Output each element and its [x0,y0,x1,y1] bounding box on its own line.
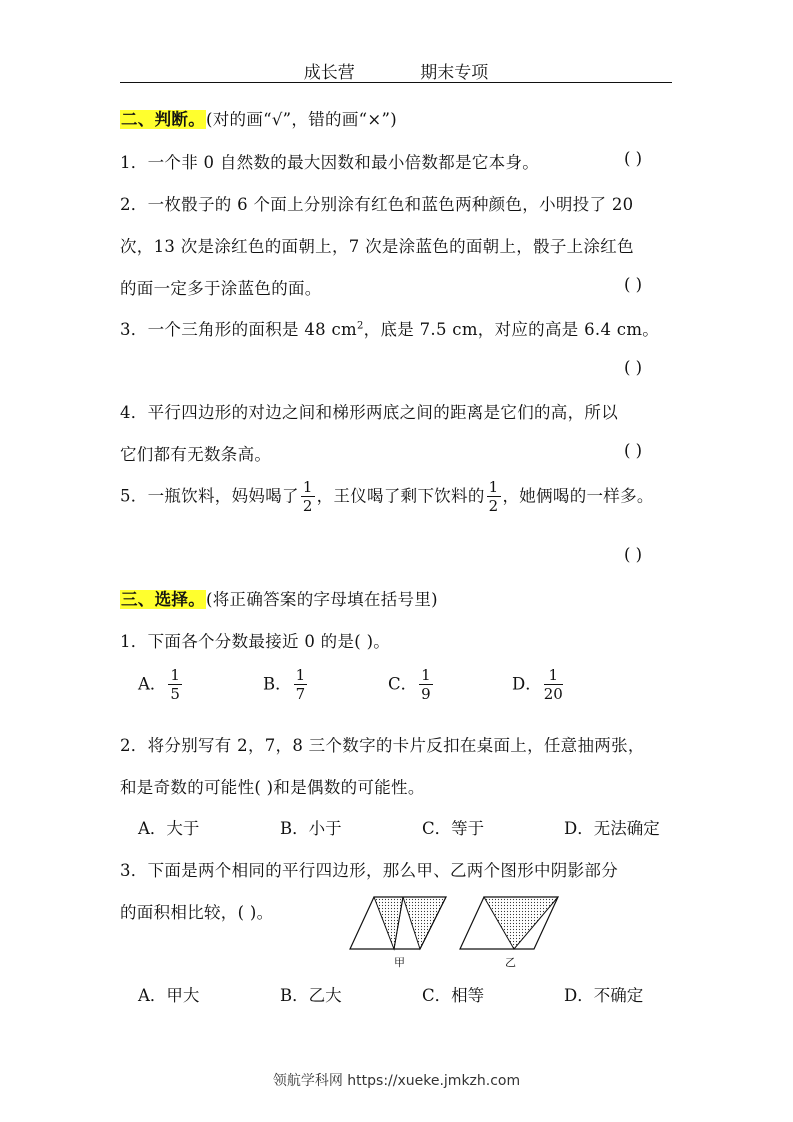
fraction-half [301,480,315,514]
s3-q2-option-c[interactable]: C．等于 [422,819,485,838]
section2-heading [120,106,397,130]
frac-num: 1 [544,668,563,685]
frac-num: 1 [421,666,431,684]
option-label: C． [388,674,418,694]
s2-q2-line1: 2．一枚骰子的 6 个面上分别涂有红色和蓝色两种颜色，小明投了 20 [120,195,634,214]
header-right: 期末专项 [420,63,489,83]
s2-q3-answer-paren[interactable]: ( ) [624,358,643,377]
page-header [120,58,672,83]
frac-num: 1 [302,478,313,496]
s2-q2-line3: 的面一定多于涂蓝色的面。 [120,279,322,298]
s3-q3-option-c[interactable]: C．相等 [422,986,485,1005]
page-footer: 领航学科网 https://xueke.jmkzh.com [272,1073,521,1089]
s2-q4-answer-paren[interactable]: ( ) [624,441,643,460]
s2-q5-answer-paren[interactable]: ( ) [624,545,643,564]
frac-den: 7 [295,685,306,703]
s2-q5-text-b: ，王仪喝了剩下饮料的 [316,486,485,506]
option-label: B． [263,674,292,694]
option-fraction [168,668,182,702]
s2-q5 [120,480,654,514]
header-left: 成长营 [303,63,355,83]
s2-q2-answer-paren[interactable]: ( ) [624,275,643,294]
s3-q1-option-d[interactable] [512,668,565,702]
frac-den: 2 [302,497,313,515]
option-label: D． [512,674,542,694]
s2-q1: 1．一个非 0 自然数的最大因数和最小倍数都是它本身。 [120,153,540,172]
s2-q4-line2: 它们都有无数条高。 [120,445,272,464]
s3-q2-line1: 2．将分别写有 2，7，8 三个数字的卡片反扣在桌面上，任意抽两张， [120,736,645,755]
frac-den: 2 [488,497,499,515]
fraction-half [487,480,501,514]
section3-title: 三、选择。 [121,590,205,609]
s3-q1-option-b[interactable] [263,668,309,702]
section3-note: (将正确答案的字母填在括号里) [206,590,438,609]
option-label: A． [138,674,167,694]
s2-q4-line1: 4．平行四边形的对边之间和梯形两底之间的距离是它们的高，所以 [120,403,618,422]
parallelogram-figure-yi [458,895,560,951]
section2-note: (对的画“√”，错的画“×”) [206,110,397,129]
option-fraction [294,668,308,702]
s2-q3-text-a: 3．一个三角形的面积是 48 cm [120,320,357,339]
s3-q1: 1．下面各个分数最接近 0 的是( )。 [120,632,391,651]
section3-heading [120,586,438,610]
parallelogram-figure-jia [348,895,448,951]
frac-den: 5 [170,685,180,703]
s3-q3-option-d[interactable]: D．不确定 [564,986,644,1005]
s3-q3-option-b[interactable]: B．乙大 [280,986,342,1005]
option-fraction [419,668,433,702]
figure-label-yi: 乙 [505,956,516,969]
section2-title: 二、判断。 [121,110,205,129]
frac-num: 1 [170,666,180,684]
s3-q2-option-b[interactable]: B．小于 [280,819,342,838]
frac-num: 1 [295,666,306,684]
s2-q3 [120,316,659,340]
s3-q2-line2: 和是奇数的可能性( )和是偶数的可能性。 [120,778,425,797]
frac-den: 20 [543,685,563,703]
s2-q5-text-a: 5．一瓶饮料，妈妈喝了 [120,486,299,506]
s3-q2-option-a[interactable]: A．大于 [138,819,200,838]
s2-q3-sup: 2 [356,320,364,332]
frac-num: 1 [488,478,499,496]
s3-q3-line2: 的面积相比较，( )。 [120,903,274,922]
s3-q3-line1: 3．下面是两个相同的平行四边形，那么甲、乙两个图形中阴影部分 [120,861,618,880]
s3-q1-option-c[interactable] [388,668,435,702]
s3-q3-option-a[interactable]: A．甲大 [138,986,200,1005]
s2-q3-text-b: ，底是 7.5 cm，对应的高是 6.4 cm。 [363,320,660,339]
figure-label-jia: 甲 [394,956,405,969]
option-fraction [544,668,563,702]
s3-q1-option-a[interactable] [138,668,184,702]
s2-q5-text-c: ，她俩喝的一样多。 [502,486,654,506]
s2-q1-answer-paren[interactable]: ( ) [624,149,643,168]
s3-q2-option-d[interactable]: D．无法确定 [564,819,660,838]
s2-q2-line2: 次，13 次是涂红色的面朝上，7 次是涂蓝色的面朝上，骰子上涂红色 [120,237,634,256]
frac-den: 9 [421,685,431,703]
shaded-triangle [484,897,558,949]
